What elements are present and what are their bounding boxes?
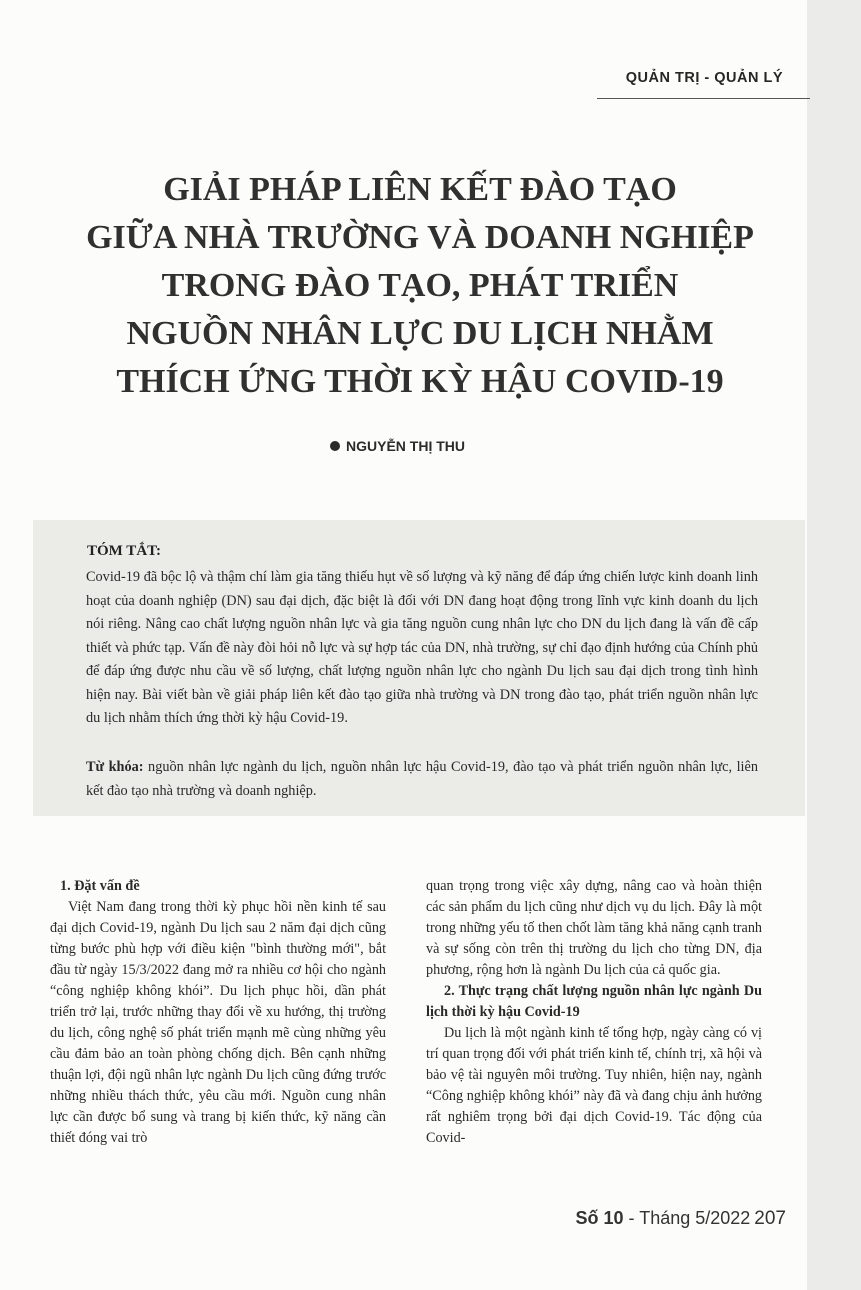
body-line: khói”. Du lịch phục hồi, dần phát triển trở lại, trước [50,983,386,1020]
page-number: 207 [754,1208,786,1229]
title-line: TRONG ĐÀO TẠO, PHÁT TRIỂN [161,267,679,304]
body-paragraph [50,897,386,1149]
issue-date: - Tháng 5/2022 [623,1208,751,1228]
abstract-line: Covid-19 đã bộc lộ và thậm chí làm gia tăng thiếu hụt về số lượng và kỹ năng để đáp ứng chiến [86,569,636,585]
title-line: GIẢI PHÁP LIÊN KẾT ĐÀO TẠO [163,171,677,208]
left-column [50,876,386,1149]
abstract-line: số lượng, chất lượng nguồn nhân lực cho ngành Du lịch sau đại dịch trong tình hình hiện nay. Bài [86,663,758,703]
body-line: mở ra nhiều cơ hội cho ngành “công nghiệp không [50,962,387,999]
body-line: chính trị, xã hội và bảo vệ tài nguyên môi trường. [426,1046,763,1083]
body-line: Du lịch của cả quốc gia. [583,962,721,978]
body-line: cũng đứng trước những nhiều thách thức, yêu cầu [50,1067,386,1104]
body-paragraph [426,1023,762,1149]
right-margin-strip [807,0,861,1290]
article-title [40,166,800,406]
author-line [330,438,580,454]
keywords-line: nguồn nhân lực ngành du lịch, nguồn nhân lực hậu Covid-19, đào tạo và phát triển [143,759,634,775]
abstract-body [86,566,758,731]
body-line: thiện các sản phẩm du lịch cũng như dịch vụ du lịch. [426,878,763,915]
body-line: đại dịch cũng từng bước phù hợp với điều kiện [50,920,387,957]
issue-number: Số 10 [575,1208,624,1228]
heading-line: ngành Du lịch thời kỳ hậu Covid-19 [426,983,763,1020]
abstract-line: động trong lĩnh vực kinh doanh du lịch nói riêng. Nâng cao chất lượng nguồn nhân lực và gia tăng [86,592,759,632]
header-rule [597,98,810,99]
body-line: trọng bởi đại dịch Covid-19. Tác động của Covid- [426,1109,762,1146]
bullet-icon [330,441,340,451]
body-line: khả năng cạnh tranh và sự sống còn trên thị trường [426,920,763,957]
body-line: mới. Nguồn cung nhân lực cần được bổ sung và [50,1088,386,1125]
page-footer [520,1208,786,1230]
abstract-line: lược kinh doanh linh hoạt của doanh nghiệp (DN) sau đại dịch, đặc biệt là đối với DN đang hoạt [86,569,758,609]
abstract-line: và sự hợp tác của DN, nhà trường, sự chỉ đạo định hướng của Chính phủ để đáp ứng được nhu cầu về [86,639,758,679]
section-heading-2 [426,981,762,1023]
body-line: Tuy nhiên, hiện nay, ngành “Công nghiệp không [426,1067,762,1104]
heading-line: 2. Thực trạng chất lượng nguồn nhân lực [444,983,698,999]
abstract-heading: TÓM TẮT: [87,543,162,559]
body-line: quan trọng trong việc xây dựng, nâng cao và hoàn [426,878,729,894]
title-line: NGUỒN NHÂN LỰC DU LỊCH NHẰM [126,315,714,352]
body-line: Việt Nam đang trong thời kỳ phục hồi nền kinh [68,899,348,915]
author-name: NGUYỄN THỊ THU [346,438,465,454]
body-line: Đây là một trong những yếu tố then chốt làm tăng [426,899,762,936]
keywords-line: nguồn nhân lực, liên kết đào tạo nhà trường và doanh nghiệp. [86,759,759,799]
body-line: đảm bảo an toàn phòng chống dịch. Bên cạnh [74,1046,345,1062]
section-heading-1: 1. Đặt vấn đề [60,878,140,894]
body-line: nghệ số phát triển mạnh mẽ cùng những yêu cầu [50,1025,386,1062]
body-line: càng có vị trí quan trọng đối với phát triển kinh tế, [426,1025,762,1062]
body-line: khói” này đã và đang chịu ảnh hưởng rất nghiêm [426,1088,763,1125]
keywords [86,756,758,803]
body-line: "bình thường mới", bắt đầu từ ngày 15/3/2022 đang [50,941,387,978]
title-line: THÍCH ỨNG THỜI KỲ HẬU COVID-19 [116,363,724,400]
abstract-line: nguồn cung nhân lực cho DN du lịch đang là vấn đề cấp thiết và phức tạp. Vấn đề này đòi hỏi nỗ lực [86,616,758,656]
body-paragraph [426,876,762,981]
section-tag: QUẢN TRỊ - QUẢN LÝ [625,70,783,86]
body-line: Du lịch là một ngành kinh tế tổng hợp, ngày [444,1025,699,1041]
body-line: trang bị kiến thức, kỹ năng cần thiết đóng vai trò [50,1109,387,1146]
body-line: du lịch cho từng DN, địa phương, rộng hơn là ngành [426,941,763,978]
right-column [426,876,762,1149]
abstract-line: viết bàn về giải pháp liên kết đào tạo giữa nhà trường và DN trong đào tạo, phát triển nguồn nhân [166,686,736,703]
abstract-line: lực du lịch nhằm thích ứng thời kỳ hậu Covid-19. [86,686,759,726]
title-line: GIỮA NHÀ TRƯỜNG VÀ DOANH NGHIỆP [86,219,754,256]
keywords-label: Từ khóa: [86,759,144,775]
body-line: những thay đổi về xu hướng, thị trường du lịch, công [50,1004,386,1041]
body-line: những thuận lợi, đội ngũ nhân lực ngành Du lịch [50,1046,387,1083]
body-line: tế sau đại dịch Covid-19, ngành Du lịch sau 2 năm [50,899,386,936]
